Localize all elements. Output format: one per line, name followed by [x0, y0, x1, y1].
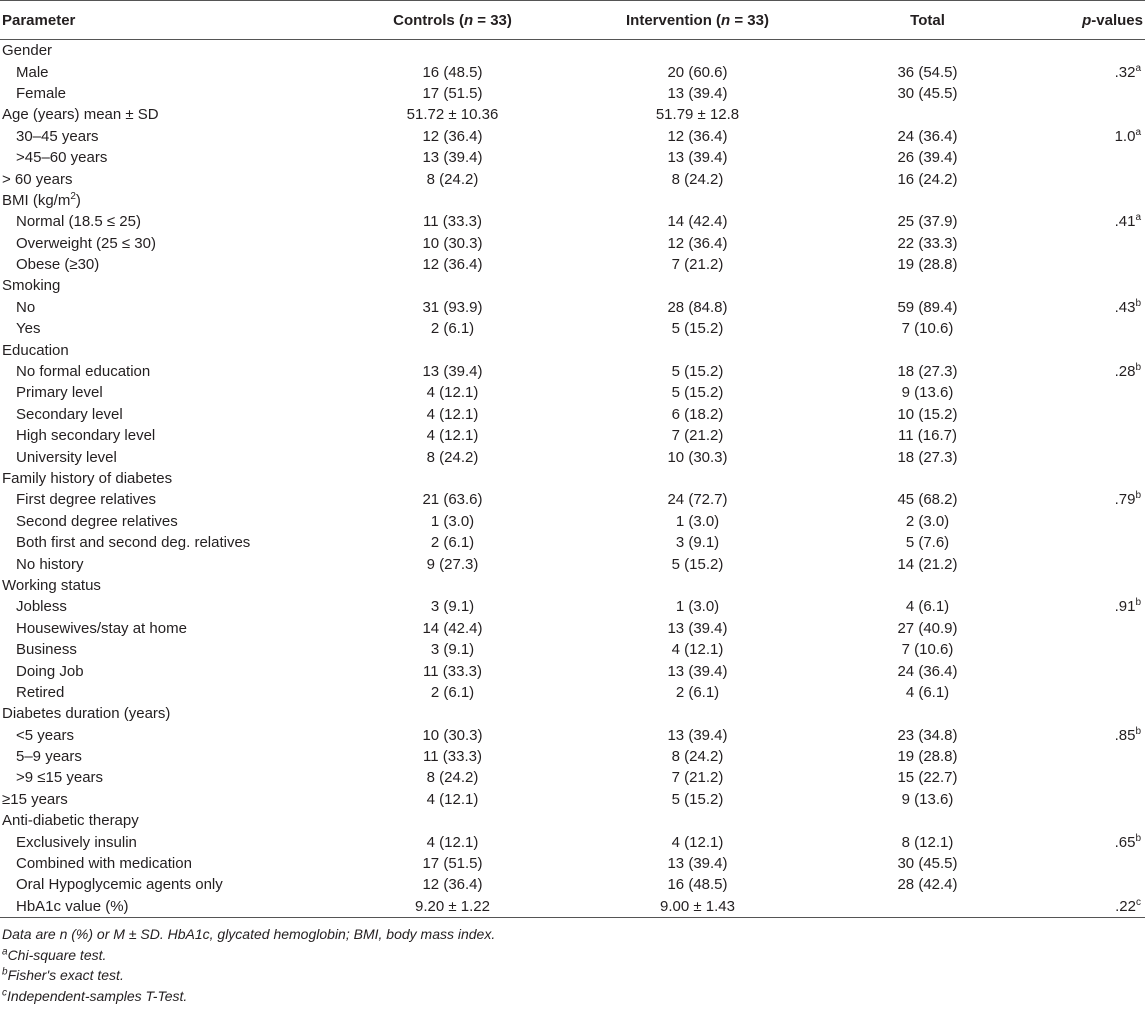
header-total: Total [820, 1, 1035, 40]
cell-intervention [575, 275, 820, 296]
cell-total: 27 (40.9) [897, 619, 958, 637]
cell-intervention: 6 (18.2) [671, 405, 724, 423]
row-label: 30–45 years [16, 127, 99, 145]
table-header-row [0, 1, 1145, 40]
row-label: BMI $(kg/m^2)$ [2, 190, 81, 209]
row-label: No formal education [16, 363, 151, 381]
table-row [0, 254, 1145, 275]
cell-controls [330, 575, 575, 596]
table-row [0, 190, 1145, 211]
table-row [0, 511, 1145, 532]
table-row [0, 468, 1145, 489]
table-row [0, 596, 1145, 617]
table-row [0, 896, 1145, 918]
table-row [0, 297, 1145, 318]
table-row [0, 746, 1145, 767]
cell-p-value: .28$^b$ [1114, 362, 1141, 381]
cell-p-value: .32$^a$ [1114, 62, 1141, 81]
cell-controls: 13 (39.4) [422, 363, 483, 381]
row-label: University level [16, 448, 117, 466]
cell-intervention: 1 (3.0) [675, 598, 720, 616]
cell-p-value [1035, 318, 1145, 339]
cell-p-value [1035, 104, 1145, 125]
cell-controls: 16 (48.5) [422, 63, 483, 81]
cell-p-value [1035, 810, 1145, 831]
table-row [0, 660, 1145, 681]
cell-intervention: 5 (15.2) [671, 363, 724, 381]
row-label: Doing Job [16, 662, 84, 680]
cell-total: 14 (21.2) [897, 555, 958, 573]
cell-intervention: 13 (39.4) [667, 855, 728, 873]
cell-total [820, 40, 1035, 62]
cell-total: 24 (36.4) [897, 127, 958, 145]
cell-intervention: 2 (6.1) [675, 683, 720, 701]
cell-p-value: .22$^c$ [1035, 896, 1145, 918]
cell-intervention: 8 (24.2) [671, 170, 724, 188]
cell-intervention: 13 (39.4) [667, 726, 728, 744]
cell-intervention: 1 (3.0) [675, 512, 720, 530]
cell-total [820, 104, 1035, 125]
cell-intervention: 5 (15.2) [671, 555, 724, 573]
cell-p-value [1035, 746, 1145, 767]
cell-p-value [1035, 254, 1145, 275]
cell-controls: 10 (30.3) [422, 726, 483, 744]
table-row [0, 40, 1145, 62]
cell-p-value: .41$^a$ [1114, 212, 1141, 231]
cell-intervention [575, 40, 820, 62]
cell-intervention: 13 (39.4) [667, 149, 728, 167]
row-label: No history [16, 555, 84, 573]
cell-p-value: .85$^b$ [1114, 725, 1141, 744]
row-label: Male [16, 63, 49, 81]
cell-p-value [1035, 468, 1145, 489]
row-label: Retired [16, 683, 65, 701]
cell-total: 9 (13.6) [901, 384, 954, 402]
cell-p-value [1035, 660, 1145, 681]
table-row [0, 532, 1145, 553]
cell-intervention: 12 (36.4) [667, 127, 728, 145]
cell-p-value [1035, 339, 1145, 360]
cell-total: 19 (28.8) [897, 748, 958, 766]
cell-p-value [1035, 682, 1145, 703]
cell-total: 28 (42.4) [897, 876, 958, 894]
cell-total: 7 (10.6) [901, 641, 954, 659]
cell-controls: 8 (24.2) [426, 448, 479, 466]
cell-controls [330, 703, 575, 724]
cell-p-value [1035, 446, 1145, 467]
row-label: Education [2, 341, 69, 359]
cell-intervention: 8 (24.2) [671, 748, 724, 766]
row-label: Obese (≥30) [16, 256, 100, 274]
cell-total: 18 (27.3) [897, 363, 958, 381]
row-label: Working status [2, 576, 101, 594]
cell-total: 24 (36.4) [897, 662, 958, 680]
table-row [0, 489, 1145, 510]
footnote-b: $^b$Fisher's exact test. [2, 966, 124, 984]
table-row [0, 61, 1145, 82]
cell-controls: 3 (9.1) [430, 598, 475, 616]
cell-controls: 11 (33.3) [423, 662, 482, 680]
cell-controls [330, 40, 575, 62]
row-label: No [16, 298, 36, 316]
row-label: Housewives/stay at home [16, 619, 187, 637]
table-row [0, 104, 1145, 125]
cell-controls: 8 (24.2) [426, 769, 479, 787]
table-row [0, 853, 1145, 874]
row-label: Business [16, 641, 77, 659]
cell-p-value [1035, 147, 1145, 168]
cell-intervention: 24 (72.7) [667, 491, 728, 509]
cell-controls: 9.20 ± 1.22 [330, 896, 575, 918]
cell-total: 22 (33.3) [897, 234, 958, 252]
cell-controls: 17 (51.5) [422, 855, 483, 873]
cell-intervention: 28 (84.8) [667, 298, 728, 316]
cell-controls: 2 (6.1) [430, 534, 475, 552]
row-label: Oral Hypoglycemic agents only [16, 876, 223, 894]
cell-p-value [1035, 789, 1145, 810]
cell-p-value: .43$^b$ [1114, 297, 1141, 316]
cell-p-value: .91$^b$ [1114, 597, 1141, 616]
cell-total: 4 (6.1) [905, 683, 950, 701]
row-label: Anti-diabetic therapy [2, 812, 139, 830]
cell-p-value [1035, 275, 1145, 296]
cell-total [820, 339, 1035, 360]
row-label: >45–60 years [16, 149, 108, 167]
row-label: Jobless [16, 598, 67, 616]
cell-total: 25 (37.9) [897, 213, 958, 231]
cell-controls: 4 (12.1) [426, 833, 479, 851]
cell-total [820, 275, 1035, 296]
table-row [0, 147, 1145, 168]
row-label: Second degree relatives [16, 512, 178, 530]
cell-controls: 8 (24.2) [426, 170, 479, 188]
cell-p-value [1035, 639, 1145, 660]
cell-intervention: 10 (30.3) [667, 448, 728, 466]
table-row [0, 725, 1145, 746]
table-row [0, 126, 1145, 147]
cell-total [820, 896, 1035, 918]
table-row [0, 639, 1145, 660]
cell-p-value [1035, 190, 1145, 211]
cell-p-value: .79$^b$ [1114, 490, 1141, 509]
cell-controls: 4 (12.1) [426, 790, 479, 808]
cell-controls: 31 (93.9) [422, 298, 483, 316]
cell-total: 2 (3.0) [905, 512, 950, 530]
table-row [0, 168, 1145, 189]
row-label: Female [16, 84, 67, 102]
cell-total: 15 (22.7) [897, 769, 958, 787]
row-label: >9 ≤15 years [16, 769, 104, 787]
cell-p-value [1035, 767, 1145, 788]
cell-total [820, 810, 1035, 831]
cell-total: 8 (12.1) [901, 833, 954, 851]
cell-p-value [1035, 853, 1145, 874]
cell-intervention: 12 (36.4) [667, 234, 728, 252]
cell-total: 18 (27.3) [897, 448, 958, 466]
cell-total: 5 (7.6) [905, 534, 950, 552]
row-label: 5–9 years [16, 748, 82, 766]
cell-controls: 3 (9.1) [430, 641, 475, 659]
row-label: Exclusively insulin [16, 833, 137, 851]
row-label: Smoking [2, 277, 61, 295]
cell-controls: 13 (39.4) [422, 149, 483, 167]
cell-p-value: 1.0$^a$ [1114, 126, 1141, 145]
cell-controls: 12 (36.4) [422, 127, 483, 145]
cell-intervention: 7 (21.2) [671, 427, 724, 445]
table-row [0, 361, 1145, 382]
cell-intervention [575, 468, 820, 489]
cell-controls [330, 468, 575, 489]
cell-intervention: 7 (21.2) [671, 769, 724, 787]
table-row [0, 767, 1145, 788]
cell-total: 26 (39.4) [897, 149, 958, 167]
row-label: Both first and second deg. relatives [16, 534, 251, 552]
cell-intervention [575, 810, 820, 831]
table-row [0, 874, 1145, 895]
cell-controls: 17 (51.5) [422, 84, 483, 102]
cell-controls: 2 (6.1) [430, 683, 475, 701]
cell-controls: 4 (12.1) [426, 405, 479, 423]
cell-controls: 51.72 ± 10.36 [406, 106, 499, 124]
header-parameter: Parameter [0, 1, 330, 40]
row-label: Primary level [16, 384, 103, 402]
cell-controls: 1 (3.0) [430, 512, 475, 530]
cell-intervention [575, 703, 820, 724]
cell-p-value [1035, 233, 1145, 254]
table-row [0, 233, 1145, 254]
cell-controls: 11 (33.3) [423, 748, 482, 766]
cell-intervention [575, 339, 820, 360]
row-label: Family history of diabetes [2, 470, 173, 487]
cell-p-value [1035, 703, 1145, 724]
cell-total: 30 (45.5) [897, 855, 958, 873]
cell-intervention: 4 (12.1) [671, 641, 724, 659]
row-label: <5 years [16, 726, 74, 744]
row-label: First degree relatives [16, 491, 157, 509]
cell-p-value [1035, 874, 1145, 895]
cell-controls [330, 275, 575, 296]
table-row [0, 831, 1145, 852]
header-intervention: Intervention (n = 33) [575, 1, 820, 40]
cell-total: 59 (89.4) [897, 298, 958, 316]
cell-total: 19 (28.8) [897, 256, 958, 274]
cell-intervention: 5 (15.2) [671, 320, 724, 338]
cell-controls: 11 (33.3) [423, 213, 482, 231]
cell-intervention: 4 (12.1) [671, 833, 724, 851]
cell-p-value [1035, 382, 1145, 403]
cell-total [820, 703, 1035, 724]
cell-p-value [1035, 40, 1145, 62]
cell-total: 9 (13.6) [901, 790, 954, 808]
cell-intervention: 13 (39.4) [667, 619, 728, 637]
cell-controls: 4 (12.1) [426, 384, 479, 402]
cell-intervention: 51.79 ± 12.8 [655, 106, 740, 124]
cell-total [820, 468, 1035, 489]
row-label: > 60 years [2, 170, 73, 188]
table-row [0, 703, 1145, 724]
row-label: Normal (18.5 ≤ 25) [16, 213, 141, 231]
row-label: High secondary level [16, 427, 156, 445]
cell-p-value [1035, 511, 1145, 532]
table-row [0, 211, 1145, 232]
row-label: Yes [16, 320, 41, 338]
row-label: Age (years) mean ± SD [2, 106, 159, 124]
table-footnotes [0, 924, 1145, 1006]
cell-intervention: 16 (48.5) [667, 876, 728, 894]
cell-p-value [1035, 168, 1145, 189]
cell-intervention: 3 (9.1) [675, 534, 720, 552]
table-row [0, 575, 1145, 596]
table-row [0, 810, 1145, 831]
cell-intervention [575, 190, 820, 211]
cell-controls: 10 (30.3) [422, 234, 483, 252]
cell-p-value [1035, 532, 1145, 553]
row-label: HbA1c value (%) [0, 896, 330, 918]
cell-total: 16 (24.2) [897, 170, 958, 188]
cell-intervention: 5 (15.2) [671, 384, 724, 402]
cell-p-value: .65$^b$ [1114, 832, 1141, 851]
cell-p-value [1035, 83, 1145, 104]
cell-controls: 14 (42.4) [422, 619, 483, 637]
cell-controls: 2 (6.1) [430, 320, 475, 338]
cell-controls: 21 (63.6) [422, 491, 483, 509]
cell-controls: 12 (36.4) [422, 256, 483, 274]
cell-p-value [1035, 553, 1145, 574]
row-label: Secondary level [16, 405, 123, 423]
cell-intervention: 13 (39.4) [667, 84, 728, 102]
cell-total: 10 (15.2) [897, 405, 958, 423]
table-row [0, 789, 1145, 810]
cell-intervention: 14 (42.4) [667, 213, 728, 231]
row-label: ≥15 years [2, 790, 68, 808]
table-row [0, 618, 1145, 639]
cell-total: 11 (16.7) [898, 427, 957, 445]
cell-intervention: 13 (39.4) [667, 662, 728, 680]
row-label: Diabetes duration (years) [2, 705, 171, 723]
cell-controls [330, 190, 575, 211]
table-row [0, 275, 1145, 296]
cell-intervention: 20 (60.6) [667, 63, 728, 81]
cell-total [820, 575, 1035, 596]
cell-controls [330, 810, 575, 831]
row-label: Overweight (25 ≤ 30) [16, 234, 156, 252]
table-row [0, 446, 1145, 467]
cell-intervention: 5 (15.2) [671, 790, 724, 808]
cell-controls [330, 339, 575, 360]
table-row [0, 339, 1145, 360]
cell-intervention: 7 (21.2) [671, 256, 724, 274]
footnote-c: $^c$Independent-samples T-Test. [2, 986, 188, 1004]
cell-p-value [1035, 575, 1145, 596]
table-body [0, 40, 1145, 918]
cell-controls: 9 (27.3) [426, 555, 479, 573]
table-row [0, 425, 1145, 446]
table-row [0, 382, 1145, 403]
cell-intervention [575, 575, 820, 596]
cell-total [820, 190, 1035, 211]
cell-controls: 4 (12.1) [426, 427, 479, 445]
table-row [0, 83, 1145, 104]
cell-total: 36 (54.5) [897, 63, 958, 81]
cell-total: 4 (6.1) [905, 598, 950, 616]
table-row [0, 553, 1145, 574]
cell-total: 7 (10.6) [901, 320, 954, 338]
row-label: Gender [2, 42, 53, 60]
cell-total: 23 (34.8) [897, 726, 958, 744]
header-p-values: p-values [1035, 1, 1145, 40]
table-row [0, 682, 1145, 703]
cell-controls: 12 (36.4) [422, 876, 483, 894]
cell-intervention: 9.00 ± 1.43 [575, 896, 820, 918]
table-row [0, 404, 1145, 425]
cell-p-value [1035, 404, 1145, 425]
table-row [0, 318, 1145, 339]
header-controls: Controls (n = 33) [330, 1, 575, 40]
footnote-summary: Data are n (%) or M ± SD. HbA1c, glycated hemoglobin; BMI, body mass index. [2, 926, 496, 943]
footnote-a: $^a$Chi-square test. [2, 945, 107, 963]
cell-p-value [1035, 425, 1145, 446]
cell-total: 30 (45.5) [897, 84, 958, 102]
row-label: Combined with medication [16, 855, 192, 873]
cell-p-value [1035, 618, 1145, 639]
cell-total: 45 (68.2) [897, 491, 958, 509]
